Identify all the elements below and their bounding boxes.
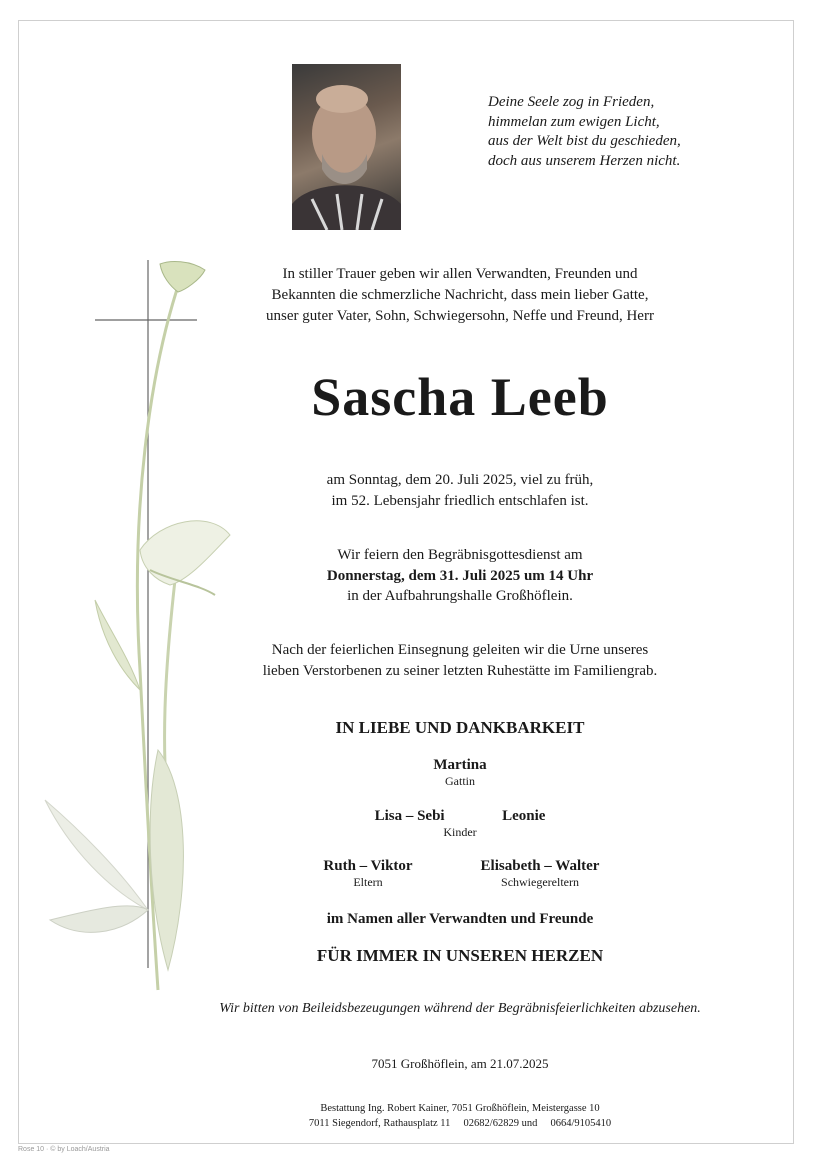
closing-line: FÜR IMMER IN UNSEREN HERZEN: [316, 946, 604, 965]
inlaws-name: Elisabeth – Walter: [480, 858, 600, 874]
burial-line: lieben Verstorbenen zu seiner letzten Ruhestätte im Familiengrab.: [262, 662, 658, 679]
service-location: in der Aufbahrungshalle Großhöflein.: [347, 588, 573, 604]
place-date: 7051 Großhöflein, am 21.07.2025: [371, 1056, 549, 1071]
mourner-spouse: [360, 757, 560, 789]
mourners-heading: IN LIEBE UND DANKBARKEIT: [335, 718, 585, 737]
poem-line: doch aus unserem Herzen nicht.: [488, 152, 681, 169]
mourner-parents: [288, 858, 448, 890]
service-date: Donnerstag, dem 31. Juli 2025 um 14 Uhr: [326, 567, 594, 584]
service-info: [210, 545, 710, 607]
template-code: Rose 10 · © by Loach/Austria: [18, 1146, 110, 1153]
mourner-inlaws: [455, 858, 625, 890]
spouse-name: Martina: [433, 757, 487, 773]
condolence-note: Wir bitten von Beileidsbezeugungen während der Begräbnisfeierlichkeiten abzusehen.: [219, 1001, 701, 1016]
parents-name: Ruth – Viktor: [323, 858, 413, 874]
children-name-1: Lisa – Sebi: [374, 808, 445, 824]
flower-leaf-icon-2: [45, 800, 148, 910]
intro-line: Bekannten die schmerzliche Nachricht, dass mein lieber Gatte,: [271, 287, 649, 303]
flower-bud-icon: [160, 262, 205, 292]
poem-line: Deine Seele zog in Frieden,: [488, 94, 655, 110]
spouse-role: Gattin: [445, 774, 475, 788]
poem-line: himmelan zum ewigen Licht,: [488, 113, 660, 130]
poem-line: aus der Welt bist du geschieden,: [488, 133, 681, 149]
footer-line: Bestattung Ing. Robert Kainer, 7051 Großhöflein, Meistergasse 10: [320, 1103, 600, 1114]
poem: [488, 93, 728, 171]
portrait-silhouette: [292, 64, 401, 230]
intro-line: unser guter Vater, Sohn, Schwiegersohn, Neffe und Freund, Herr: [266, 308, 654, 324]
funeral-home-footer: [210, 1101, 710, 1131]
death-info: [210, 470, 710, 511]
mourner-children: [340, 808, 580, 840]
burial-line: Nach der feierlichen Einsegnung geleiten wir die Urne unseres: [271, 642, 649, 658]
inlaws-role: Schwiegereltern: [501, 875, 579, 889]
intro-line: In stiller Trauer geben wir allen Verwandten, Freunden und: [282, 266, 638, 282]
service-line: Wir feiern den Begräbnisgottesdienst am: [337, 547, 583, 563]
announcement-intro: [210, 264, 710, 327]
death-line: am Sonntag, dem 20. Juli 2025, viel zu früh,: [326, 472, 594, 488]
on-behalf-line: im Namen aller Verwandten und Freunde: [326, 911, 594, 927]
children-role: Kinder: [443, 825, 477, 839]
children-name-2: Leonie: [502, 808, 546, 824]
flower-leaf-icon-4: [95, 600, 140, 690]
deceased-name: Sascha Leeb: [311, 367, 609, 427]
footer-line: 7011 Siegendorf, Rathausplatz 11 02682/62829 und 0664/9105410: [308, 1118, 612, 1129]
portrait-photo: [292, 64, 401, 230]
flower-leaf-icon-3: [50, 906, 148, 932]
burial-info: [210, 640, 710, 681]
parents-role: Eltern: [353, 875, 383, 889]
death-line: im 52. Lebensjahr friedlich entschlafen ist.: [331, 492, 589, 509]
